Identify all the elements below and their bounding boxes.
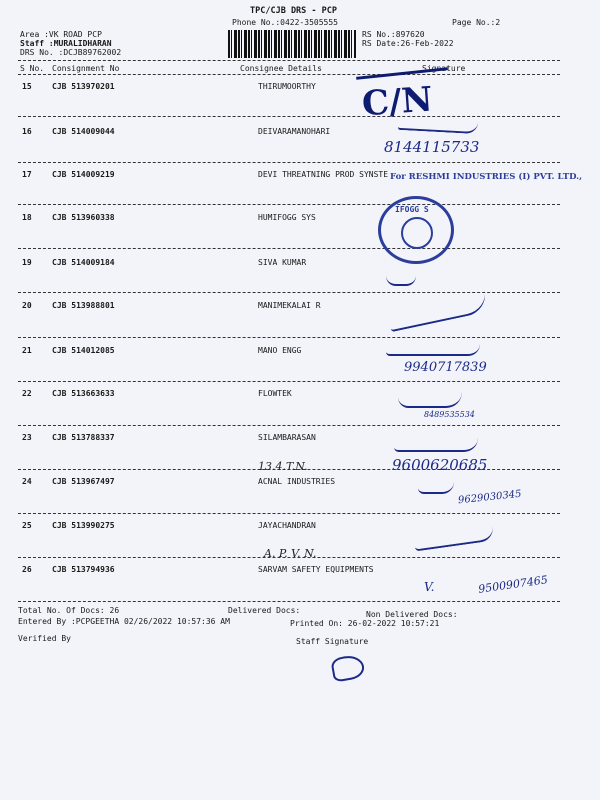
handwritten-signature-16 — [398, 118, 479, 134]
phone-number: Phone No.:0422-3505555 — [232, 18, 338, 27]
column-signature: Signature — [422, 64, 466, 73]
row-sno: 21 — [22, 346, 32, 355]
company-stamp: For RESHMI INDUSTRIES (I) PVT. LTD., — [390, 172, 583, 182]
area-label: Area :VK ROAD PCP — [20, 30, 102, 39]
drs-number: DRS No. :DCJB89762002 — [20, 48, 122, 57]
row-consignee: MANO ENGG — [258, 346, 302, 355]
row-consignment: CJB 514009219 — [52, 170, 115, 179]
handwritten-signature-22 — [398, 392, 462, 408]
handwritten-signature-25 — [413, 527, 494, 552]
page-number: Page No.:2 — [452, 18, 501, 27]
total-docs: Total No. Of Docs: 26 — [18, 606, 120, 615]
cn-handwritten-mark: C/N — [360, 79, 434, 125]
handwritten-note-23: 13.4.T.N. — [258, 460, 308, 473]
row-sno: 18 — [22, 213, 32, 222]
rs-date: RS Date:26-Feb-2022 — [362, 39, 454, 48]
column-sno: S No. — [20, 64, 45, 73]
handwritten-phone-21: 9940717839 — [404, 360, 487, 375]
entered-by: Entered By :PCPGEETHA 02/26/2022 10:57:36 AM — [18, 617, 230, 626]
row-divider — [18, 337, 560, 338]
row-sno: 15 — [22, 82, 32, 91]
row-sno: 22 — [22, 389, 32, 398]
verified-by: Verified By — [18, 634, 71, 643]
handwritten-phone-24: 9629030345 — [457, 488, 523, 507]
column-consignee: Consignee Details — [240, 64, 322, 73]
row-divider — [18, 601, 560, 602]
row-consignment: CJB 513967497 — [52, 477, 115, 486]
handwritten-signature-24 — [418, 482, 454, 494]
handwritten-signature-23 — [394, 438, 478, 452]
row-sno: 26 — [22, 565, 32, 574]
seal-inner-circle — [401, 217, 433, 249]
row-consignment: CJB 513990275 — [52, 521, 115, 530]
row-consignment: CJB 513788337 — [52, 433, 115, 442]
seal-text: IFOGG S — [395, 205, 429, 214]
row-sno: 20 — [22, 301, 32, 310]
row-sno: 19 — [22, 258, 32, 267]
row-consignment: CJB 513970201 — [52, 82, 115, 91]
row-divider — [18, 381, 560, 382]
row-consignee: DEVI THREATNING PROD SYNSTE — [258, 170, 389, 179]
row-consignment: CJB 514012085 — [52, 346, 115, 355]
staff-label: Staff :MURALIDHARAN — [20, 39, 112, 48]
row-sno: 16 — [22, 127, 32, 136]
row-consignment: CJB 514009184 — [52, 258, 115, 267]
row-consignee: HUMIFOGG SYS — [258, 213, 316, 222]
row-consignee: SARVAM SAFETY EQUIPMENTS — [258, 565, 374, 574]
row-consignee: ACNAL INDUSTRIES — [258, 477, 336, 486]
handwritten-phone-23: 9600620685 — [392, 456, 488, 474]
row-divider — [18, 425, 560, 426]
handwritten-phone-26: 9500907465 — [477, 573, 549, 596]
handwritten-signature-20 — [387, 290, 489, 332]
delivered-docs: Delivered Docs: — [228, 606, 301, 615]
barcode — [228, 30, 356, 58]
staff-signature-scribble — [330, 653, 366, 682]
row-divider — [18, 116, 560, 117]
row-consignee: THIRUMOORTHY — [258, 82, 316, 91]
row-consignment: CJB 513794936 — [52, 565, 115, 574]
row-consignee: MANIMEKALAI R — [258, 301, 321, 310]
row-consignment: CJB 513960338 — [52, 213, 115, 222]
company-seal — [378, 196, 454, 264]
row-consignee: SIVA KUMAR — [258, 258, 307, 267]
row-consignment: CJB 513988801 — [52, 301, 115, 310]
printed-on: Printed On: 26-02-2022 10:57:21 — [290, 619, 440, 628]
row-sno: 25 — [22, 521, 32, 530]
row-consignment: CJB 514009044 — [52, 127, 115, 136]
staff-signature-label: Staff Signature — [296, 637, 369, 646]
row-divider — [18, 204, 560, 205]
column-divider — [18, 74, 560, 75]
rs-number: RS No.:897620 — [362, 30, 425, 39]
row-consignee: SILAMBARASAN — [258, 433, 316, 442]
column-consignment: Consignment No — [52, 64, 120, 73]
handwritten-phone-16: 8144115733 — [384, 138, 480, 156]
handwritten-signature-21 — [386, 344, 480, 356]
row-consignee: JAYACHANDRAN — [258, 521, 316, 530]
row-divider — [18, 162, 560, 163]
header-divider — [18, 60, 560, 61]
row-divider — [18, 513, 560, 514]
document-title: TPC/CJB DRS - PCP — [250, 6, 337, 16]
row-divider — [18, 248, 560, 249]
row-sno: 17 — [22, 170, 32, 179]
row-sno: 23 — [22, 433, 32, 442]
row-consignment: CJB 513663633 — [52, 389, 115, 398]
handwritten-phone-22: 8489535534 — [424, 410, 475, 419]
handwritten-signature-19 — [386, 276, 416, 286]
row-consignee: DEIVARAMANOHARI — [258, 127, 331, 136]
handwritten-note-25: A. P. V. N. — [264, 547, 317, 560]
row-consignee: FLOWTEK — [258, 389, 292, 398]
non-delivered-docs: Non Delivered Docs: — [366, 610, 458, 619]
row-sno: 24 — [22, 477, 32, 486]
handwritten-sign-26: V. — [424, 580, 435, 594]
